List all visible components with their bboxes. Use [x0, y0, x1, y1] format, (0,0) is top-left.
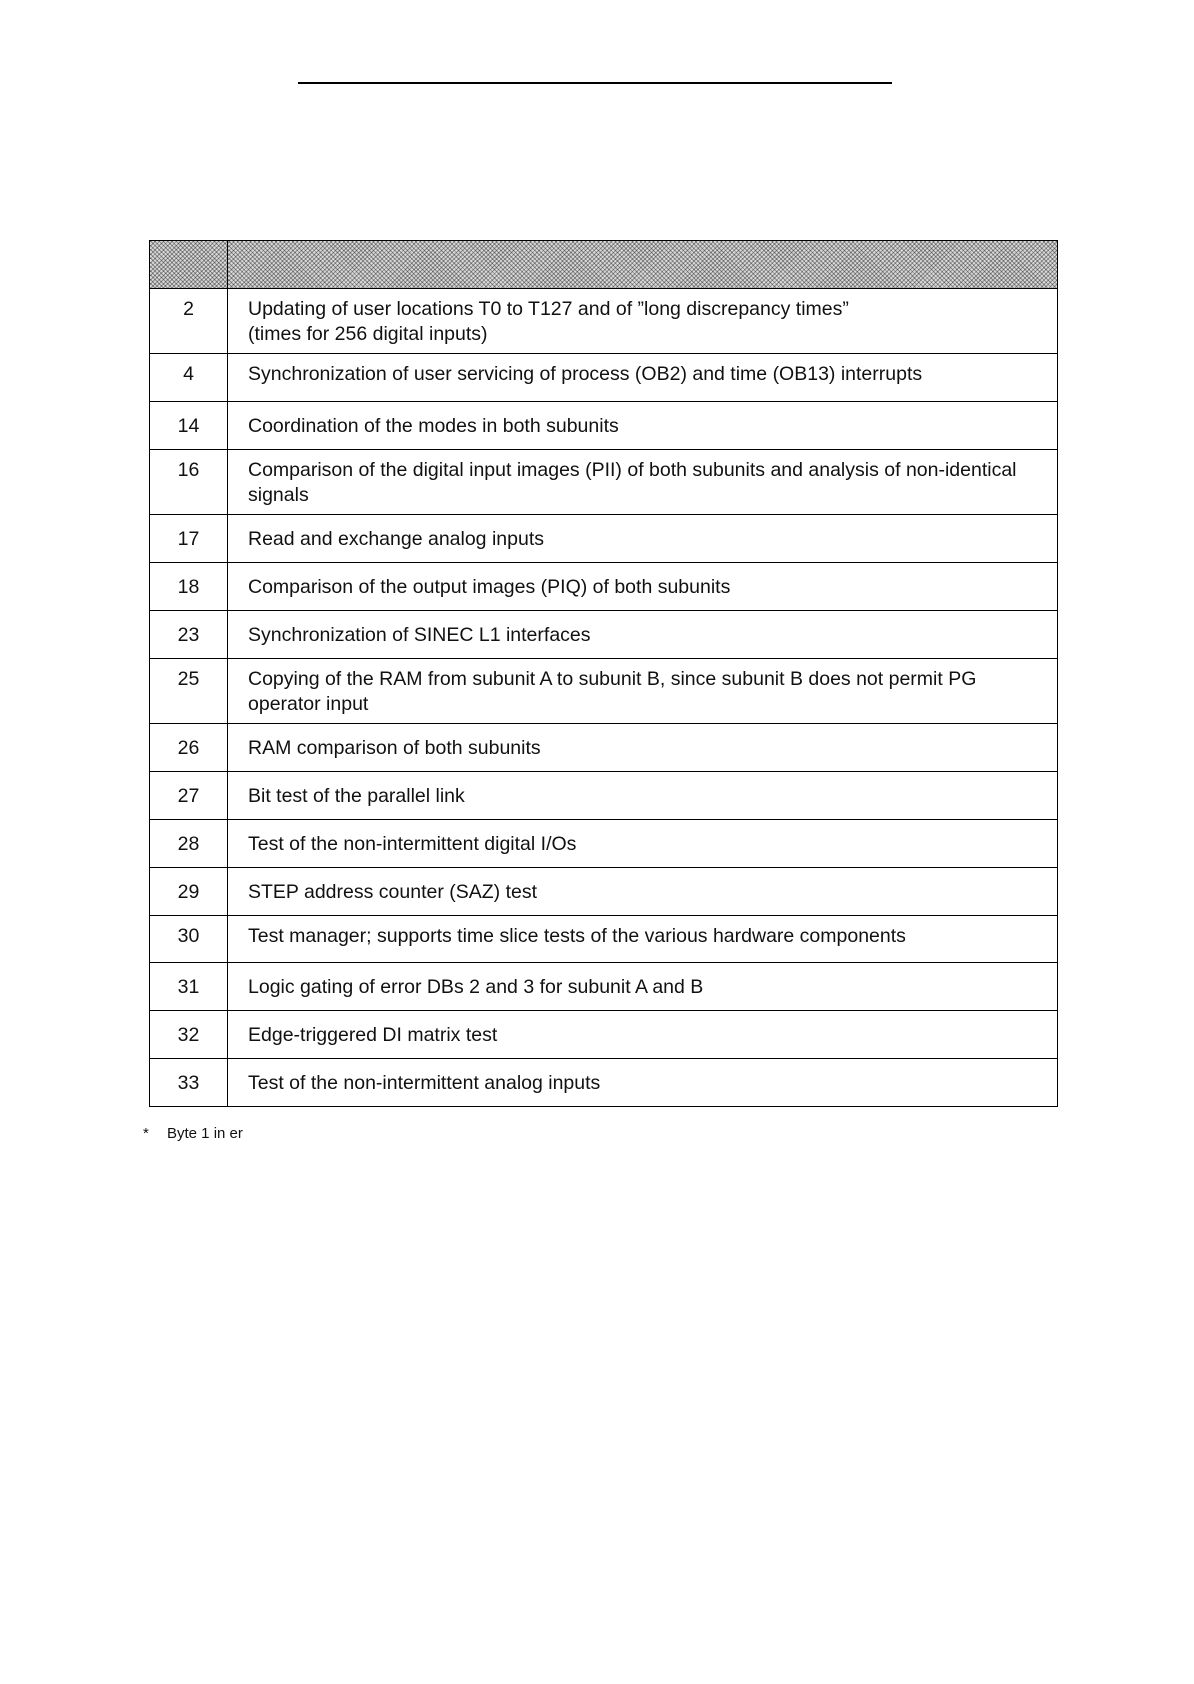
row-number: 23	[150, 611, 228, 659]
row-description: Coordination of the modes in both subunits	[228, 402, 1058, 450]
table-row	[150, 450, 1058, 515]
table-row	[150, 1011, 1058, 1059]
table-row	[150, 963, 1058, 1011]
row-number: 33	[150, 1059, 228, 1107]
row-description: Copying of the RAM from subunit A to subunit B, since subunit B does not permit PG operator input	[228, 659, 1058, 724]
row-number: 26	[150, 724, 228, 772]
row-number: 32	[150, 1011, 228, 1059]
table-header-row	[150, 241, 1058, 289]
row-description: Comparison of the digital input images (PII) of both subunits and analysis of non-identical signals	[228, 450, 1058, 515]
header-rule	[298, 82, 892, 84]
header-cell-description	[228, 241, 1058, 289]
table-row	[150, 515, 1058, 563]
row-number: 2	[150, 289, 228, 354]
row-number: 16	[150, 450, 228, 515]
row-number: 28	[150, 820, 228, 868]
row-description: Logic gating of error DBs 2 and 3 for subunit A and B	[228, 963, 1058, 1011]
table-row	[150, 724, 1058, 772]
footnote-marker: *	[143, 1125, 149, 1142]
row-description: Comparison of the output images (PIQ) of both subunits	[228, 563, 1058, 611]
row-number: 29	[150, 868, 228, 916]
row-description: STEP address counter (SAZ) test	[228, 868, 1058, 916]
row-number: 14	[150, 402, 228, 450]
row-description: Bit test of the parallel link	[228, 772, 1058, 820]
row-description: Edge-triggered DI matrix test	[228, 1011, 1058, 1059]
row-description: Synchronization of SINEC L1 interfaces	[228, 611, 1058, 659]
row-number: 30	[150, 916, 228, 963]
row-description: Synchronization of user servicing of process (OB2) and time (OB13) interrupts	[228, 354, 1058, 402]
table-row	[150, 820, 1058, 868]
row-number: 27	[150, 772, 228, 820]
row-description: Read and exchange analog inputs	[228, 515, 1058, 563]
function-table	[149, 240, 1058, 1107]
table-row	[150, 611, 1058, 659]
row-description: RAM comparison of both subunits	[228, 724, 1058, 772]
table-row	[150, 289, 1058, 354]
row-description: Updating of user locations T0 to T127 and of ”long discrepancy times” (times for 256 digital inputs)	[228, 289, 1058, 354]
table-row	[150, 916, 1058, 963]
row-description: Test manager; supports time slice tests of the various hardware components	[228, 916, 1058, 963]
footnote-text: Byte 1 in er	[167, 1125, 243, 1142]
row-description: Test of the non-intermittent digital I/Os	[228, 820, 1058, 868]
table-row	[150, 354, 1058, 402]
footnote	[143, 1125, 243, 1143]
table-row	[150, 659, 1058, 724]
table-row	[150, 1059, 1058, 1107]
row-number: 17	[150, 515, 228, 563]
row-number: 18	[150, 563, 228, 611]
row-description: Test of the non-intermittent analog inputs	[228, 1059, 1058, 1107]
row-number: 25	[150, 659, 228, 724]
table-row	[150, 772, 1058, 820]
table-row	[150, 868, 1058, 916]
table-row	[150, 402, 1058, 450]
row-number: 4	[150, 354, 228, 402]
row-number: 31	[150, 963, 228, 1011]
table-row	[150, 563, 1058, 611]
header-cell-number	[150, 241, 228, 289]
